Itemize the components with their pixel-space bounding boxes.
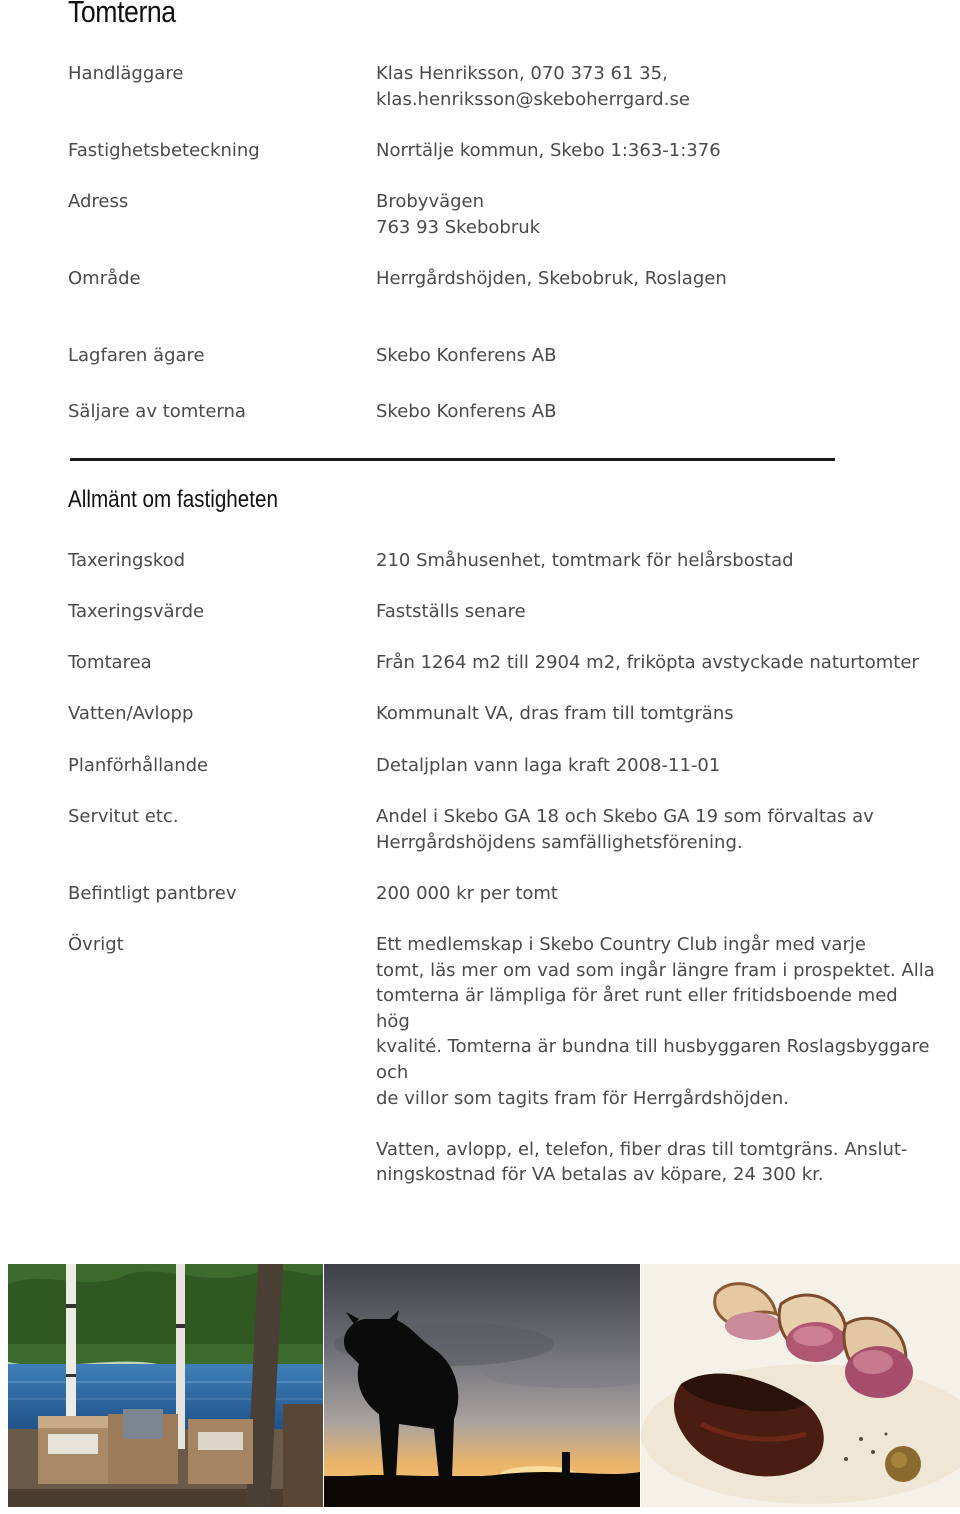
value-line: ningskostnad för VA betalas av köpare, 24 300 kr. — [376, 1164, 824, 1186]
value-line: Skebo Konferens AB — [376, 401, 557, 422]
row-value — [376, 138, 936, 164]
cow-silhouette-sunset-photo — [324, 1264, 640, 1507]
row-label: Servitut etc. — [68, 806, 179, 827]
value-line: Brobyvägen — [376, 191, 485, 212]
value-line: Herrgårdshöjdens samfällighetsförening. — [376, 831, 743, 853]
row-value — [376, 266, 936, 292]
value-line: Från 1264 m2 till 2904 m2, friköpta avstyckade naturtomter — [376, 652, 919, 673]
row-label: Tomtarea — [68, 652, 152, 673]
row-value — [376, 189, 936, 240]
value-line: de villor som tagits fram för Herrgårdshöjden. — [376, 1087, 789, 1109]
value-line: Klas Henriksson, 070 373 61 35, — [376, 63, 668, 84]
row-value — [376, 701, 936, 727]
row-value — [376, 753, 936, 779]
row-label: Område — [68, 268, 141, 289]
section-divider — [70, 458, 835, 461]
row-value — [376, 548, 936, 574]
value-line: 200 000 kr per tomt — [376, 883, 558, 904]
value-line: Skebo Konferens AB — [376, 345, 557, 366]
value-line: 763 93 Skebobruk — [376, 216, 541, 238]
value-line: Herrgårdshöjden, Skebobruk, Roslagen — [376, 268, 727, 289]
paragraph-gap — [376, 1111, 936, 1137]
value-line: Detaljplan vann laga kraft 2008-11-01 — [376, 755, 721, 776]
row-value — [376, 399, 936, 425]
value-line: Fastställs senare — [376, 601, 526, 622]
row-label: Befintligt pantbrev — [68, 883, 237, 904]
value-line: Andel i Skebo GA 18 och Skebo GA 19 som förvaltas av — [376, 806, 874, 827]
value-line: Kommunalt VA, dras fram till tomtgräns — [376, 703, 734, 724]
row-value — [376, 343, 936, 369]
email-line: klas.henriksson@skeboherrgard.se — [376, 88, 690, 110]
row-label: Övrigt — [68, 934, 124, 955]
row-value — [376, 650, 936, 676]
row-label: Handläggare — [68, 63, 184, 84]
value-line: 210 Småhusenhet, tomtmark för helårsbostad — [376, 550, 794, 571]
row-value — [376, 932, 936, 1188]
page-title: Tomterna — [68, 0, 176, 29]
row-label: Taxeringskod — [68, 550, 186, 571]
plated-dish-photo — [641, 1264, 960, 1507]
lakeside-terrace-photo — [8, 1264, 323, 1507]
section-title: Allmänt om fastigheten — [68, 486, 278, 513]
row-value — [376, 804, 936, 855]
value-line: tomt, läs mer om vad som ingår längre fram i prospektet. Alla — [376, 959, 935, 981]
row-value — [376, 599, 936, 625]
row-label: Taxeringsvärde — [68, 601, 205, 622]
row-label: Säljare av tomterna — [68, 401, 246, 422]
value-line: Vatten, avlopp, el, telefon, fiber dras till tomtgräns. Anslut- — [376, 1138, 908, 1160]
row-value — [376, 881, 936, 907]
row-label: Fastighetsbeteckning — [68, 140, 260, 161]
row-value — [376, 61, 936, 112]
value-line: kvalité. Tomterna är bundna till husbyggaren Roslagsbyggare och — [376, 1036, 930, 1083]
row-label: Planförhållande — [68, 755, 209, 776]
row-label: Vatten/Avlopp — [68, 703, 194, 724]
row-label: Adress — [68, 191, 129, 212]
value-line: Ett medlemskap i Skebo Country Club ingår med varje — [376, 934, 866, 955]
row-label: Lagfaren ägare — [68, 345, 205, 366]
value-line: tomterna är lämpliga för året runt eller fritidsboende med hög — [376, 985, 898, 1032]
value-line: Norrtälje kommun, Skebo 1:363-1:376 — [376, 140, 721, 161]
